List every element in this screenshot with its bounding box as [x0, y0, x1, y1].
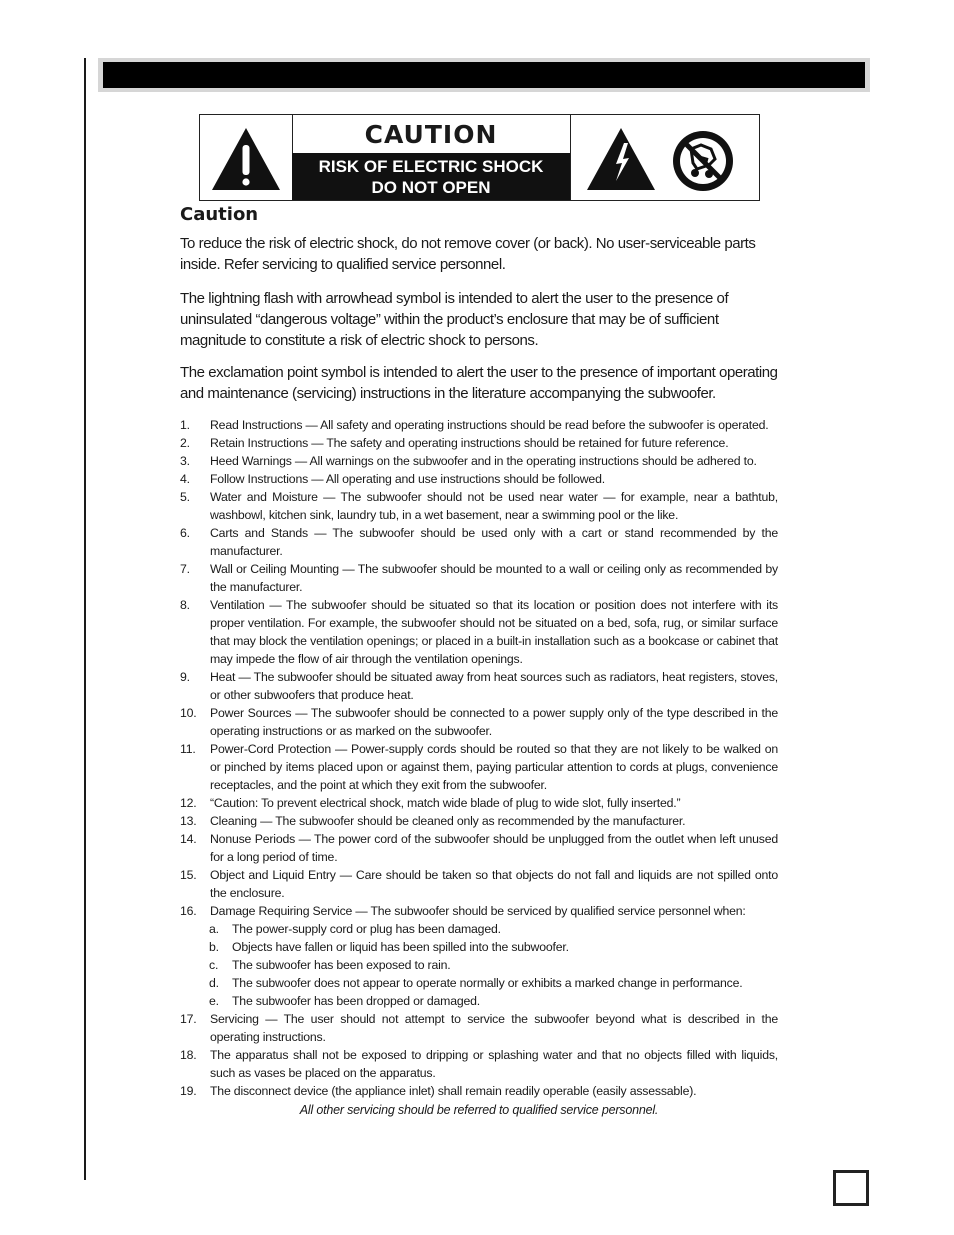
caution-title: CAUTION: [364, 120, 498, 149]
caution-label: [199, 114, 760, 201]
list-item: 16. Damage Requiring Service — The subwoofer should be serviced by qualified service personnel when:: [180, 904, 746, 918]
sub-list-item: a. The power-supply cord or plug has been damaged.: [209, 922, 501, 936]
list-item: 13. Cleaning — The subwoofer should be cleaned only as recommended by the manufacturer.: [180, 814, 686, 828]
caution-line-2: DO NOT OPEN: [371, 178, 491, 197]
caution-band: [292, 153, 570, 200]
list-item: 15. Object and Liquid Entry — Care should be taken so that objects do not fall and liquids are not spilled onto the enclosure.: [180, 868, 778, 900]
header-bar: [98, 58, 870, 92]
lightning-warning-icon: [587, 128, 655, 190]
caution-text-panel: [292, 115, 570, 200]
list-item: 9. Heat — The subwoofer should be situated away from heat sources such as radiators, heat registers, stoves, or other subwoofers that produce heat.: [180, 670, 778, 702]
list-item: 19. The disconnect device (the appliance inlet) shall remain readily operable (easily assessable).: [180, 1084, 697, 1098]
list-item: 8. Ventilation — The subwoofer should be situated so that its location or position does not interfere with its proper ventilation. For example, the subwoofer should not be situated on a bed, sofa, rug, or similar surface that may block the ventilation openings; or placed in a built-in installation such as a bookcase or cabinet that may impede the flow of air through the ventilation openings.: [180, 598, 778, 666]
caution-line-1: RISK OF ELECTRIC SHOCK: [318, 157, 544, 176]
list-item: 4. Follow Instructions — All operating and use instructions should be followed.: [180, 472, 605, 486]
caution-paragraph-cover: To reduce the risk of electric shock, do not remove cover (or back). No user-serviceable parts inside. Refer servicing to qualified service personnel.: [180, 235, 756, 273]
list-item: 1. Read Instructions — All safety and operating instructions should be read before the subwoofer is operated.: [180, 418, 769, 432]
list-item: 10. Power Sources — The subwoofer should be connected to a power supply only of the type described in the operating instructions or as marked on the subwoofer.: [180, 706, 778, 738]
servicing-footer-note: All other servicing should be referred to qualified service personnel.: [299, 1103, 659, 1117]
list-item: 2. Retain Instructions — The safety and operating instructions should be retained for future reference.: [180, 436, 729, 450]
list-item: 6. Carts and Stands — The subwoofer should be used only with a cart or stand recommended by the manufacturer.: [180, 526, 778, 558]
caution-paragraph-exclamation: The exclamation point symbol is intended to alert the user to the presence of important operating and maintenance (servicing) instructions in the literature accompanying the subwoofer.: [180, 364, 778, 402]
list-item: 14. Nonuse Periods — The power cord of the subwoofer should be unplugged from the outlet when left unused for a long period of time.: [180, 832, 778, 864]
sub-list-item: c. The subwoofer has been exposed to rain.: [209, 958, 451, 972]
sub-list-item: e. The subwoofer has been dropped or damaged.: [209, 994, 480, 1008]
exclamation-warning-icon: [200, 115, 293, 200]
symbol-panel: [570, 115, 760, 200]
list-item: 17. Servicing — The user should not attempt to service the subwoofer beyond what is described in the operating instructions.: [180, 1012, 778, 1044]
list-item: 18. The apparatus shall not be exposed to dripping or splashing water and that no objects filled with liquids, such as vases be placed on the apparatus.: [180, 1048, 778, 1080]
list-item: 11. Power-Cord Protection — Power-supply cords should be routed so that they are not likely to be walked on or pinched by items placed upon or against them, paying particular attention to cords at plugs, convenience receptacles, and the point at which they exit from the subwoofer.: [180, 742, 778, 792]
list-item: 7. Wall or Ceiling Mounting — The subwoofer should be mounted to a wall or ceiling only as recommended by the manufacturer.: [180, 562, 778, 594]
margin-rule: [84, 58, 86, 1180]
list-item: 12. “Caution: To prevent electrical shock, match wide blade of plug to wide slot, fully inserted.”: [180, 796, 681, 810]
section-heading: Caution: [180, 204, 259, 225]
no-cart-tip-icon: [673, 131, 733, 191]
list-item: 3. Heed Warnings — All warnings on the subwoofer and in the operating instructions should be adhered to.: [180, 454, 757, 468]
list-item: 5. Water and Moisture — The subwoofer should not be used near water — for example, near a bathtub, washbowl, kitchen sink, laundry tub, in a wet basement, near a swimming pool or the like.: [180, 490, 778, 522]
safety-instructions-list: [180, 416, 778, 1119]
caution-paragraph-lightning: The lightning flash with arrowhead symbol is intended to alert the user to the presence of uninsulated “dangerous voltage” within the product’s enclosure that may be of sufficient magnitude to constitute a risk of electric shock to persons.: [180, 290, 729, 349]
page-number-box: [833, 1170, 869, 1206]
sub-list-item: b. Objects have fallen or liquid has been spilled into the subwoofer.: [209, 940, 569, 954]
sub-list-item: d. The subwoofer does not appear to operate normally or exhibits a marked change in performance.: [209, 976, 743, 990]
